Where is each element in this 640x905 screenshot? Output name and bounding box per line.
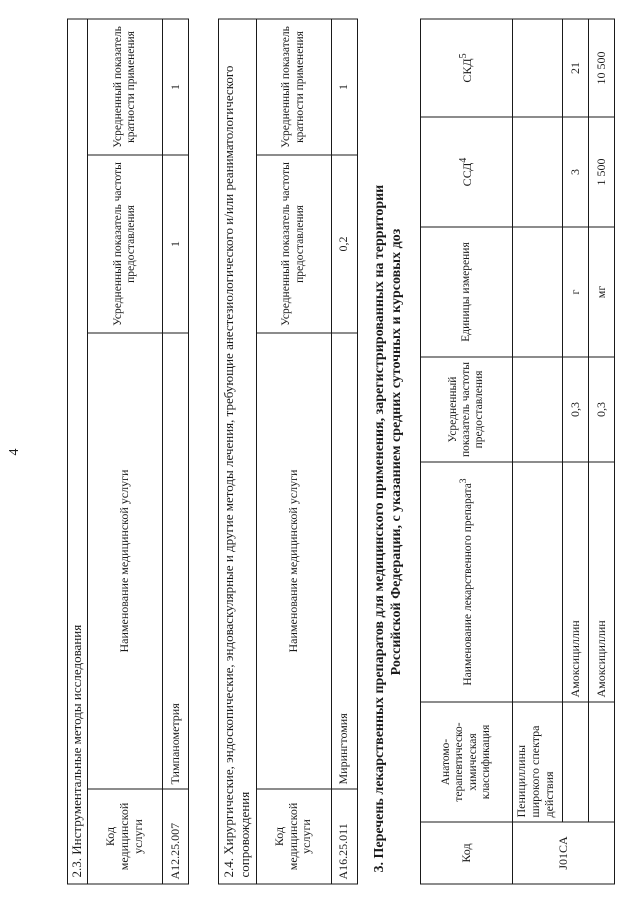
frequency-value: 1	[162, 155, 188, 333]
medications-table	[420, 19, 615, 885]
section-3	[420, 20, 615, 885]
group-row	[513, 19, 563, 884]
atc-group-code: J01CA	[513, 822, 615, 884]
header-code: Код	[421, 822, 513, 884]
section-2-3-title: 2.3. Инструментальные методы исследования	[68, 19, 88, 884]
section-2-4	[218, 20, 358, 885]
multiplicity-value: 1	[331, 19, 357, 155]
header-frequency: Усредненный показатель частоты предоставления	[421, 357, 513, 462]
surgical-methods-table	[218, 18, 358, 884]
page-number: 4	[7, 448, 22, 456]
header-atc: Анатомо-терапевтическо-химическая классификация	[421, 702, 513, 822]
service-code: A12.25.007	[162, 789, 188, 884]
skd-value: 21	[563, 19, 589, 117]
table-header-row	[421, 19, 513, 884]
table-row	[331, 19, 357, 884]
section-3-title-line1: 3. Перечень лекарственных препаратов для медицинского применения, зарегистрированных на территории	[372, 184, 387, 873]
table-header-row	[256, 19, 331, 884]
drug-name: Амоксициллин	[589, 462, 615, 702]
header-frequency: Усредненный показатель частоты предоставления	[87, 155, 162, 333]
header-frequency: Усредненный показатель частоты предоставления	[256, 155, 331, 333]
header-drug-name: Наименование лекарственного препарата$^3$	[421, 462, 513, 702]
table-row	[162, 19, 188, 884]
header-service-name: Наименование медицинской услуги	[256, 333, 331, 789]
header-skd: СКД$^5$	[421, 19, 513, 117]
section-title-row	[68, 19, 88, 884]
header-unit: Единицы измерения	[421, 227, 513, 357]
skd-value: 10 500	[589, 19, 615, 117]
frequency-value: 0,3	[589, 357, 615, 462]
header-service-name: Наименование медицинской услуги	[87, 333, 162, 789]
header-ssd: ССД$^4$	[421, 117, 513, 227]
service-code: A16.25.011	[331, 789, 357, 884]
frequency-value: 0,2	[331, 155, 357, 333]
service-name: Мирингтомия	[331, 333, 357, 789]
service-name: Тимпанометрия	[162, 333, 188, 789]
section-2-4-title: 2.4. Хирургические, эндоскопические, эндоваскулярные и другие методы лечения, требующие анестезиологического и/или реаниматологического сопровождения	[219, 19, 257, 884]
rotated-page-content	[20, 20, 620, 885]
header-multiplicity: Усредненный показатель кратности применения	[87, 19, 162, 155]
ssd-value: 1 500	[589, 117, 615, 227]
table-row	[589, 19, 615, 884]
ssd-value: 3	[563, 117, 589, 227]
section-2-3	[67, 20, 189, 885]
frequency-value: 0,3	[563, 357, 589, 462]
table-header-row	[87, 19, 162, 884]
table-row	[563, 19, 589, 884]
section-3-heading	[372, 20, 406, 885]
header-multiplicity: Усредненный показатель кратности применения	[256, 19, 331, 155]
section-title-row	[219, 19, 257, 884]
multiplicity-value: 1	[162, 19, 188, 155]
section-3-title-line2: Российской Федерации, с указанием средних суточных и курсовых доз	[388, 228, 404, 676]
unit-value: г	[563, 227, 589, 357]
instrumental-methods-table	[67, 18, 189, 884]
drug-name: Амоксициллин	[563, 462, 589, 702]
unit-value: мг	[589, 227, 615, 357]
header-code: Код медицинской услуги	[87, 789, 162, 884]
header-code: Код медицинской услуги	[256, 789, 331, 884]
atc-group-name: Пенициллины широкого спектра действия	[513, 702, 563, 822]
